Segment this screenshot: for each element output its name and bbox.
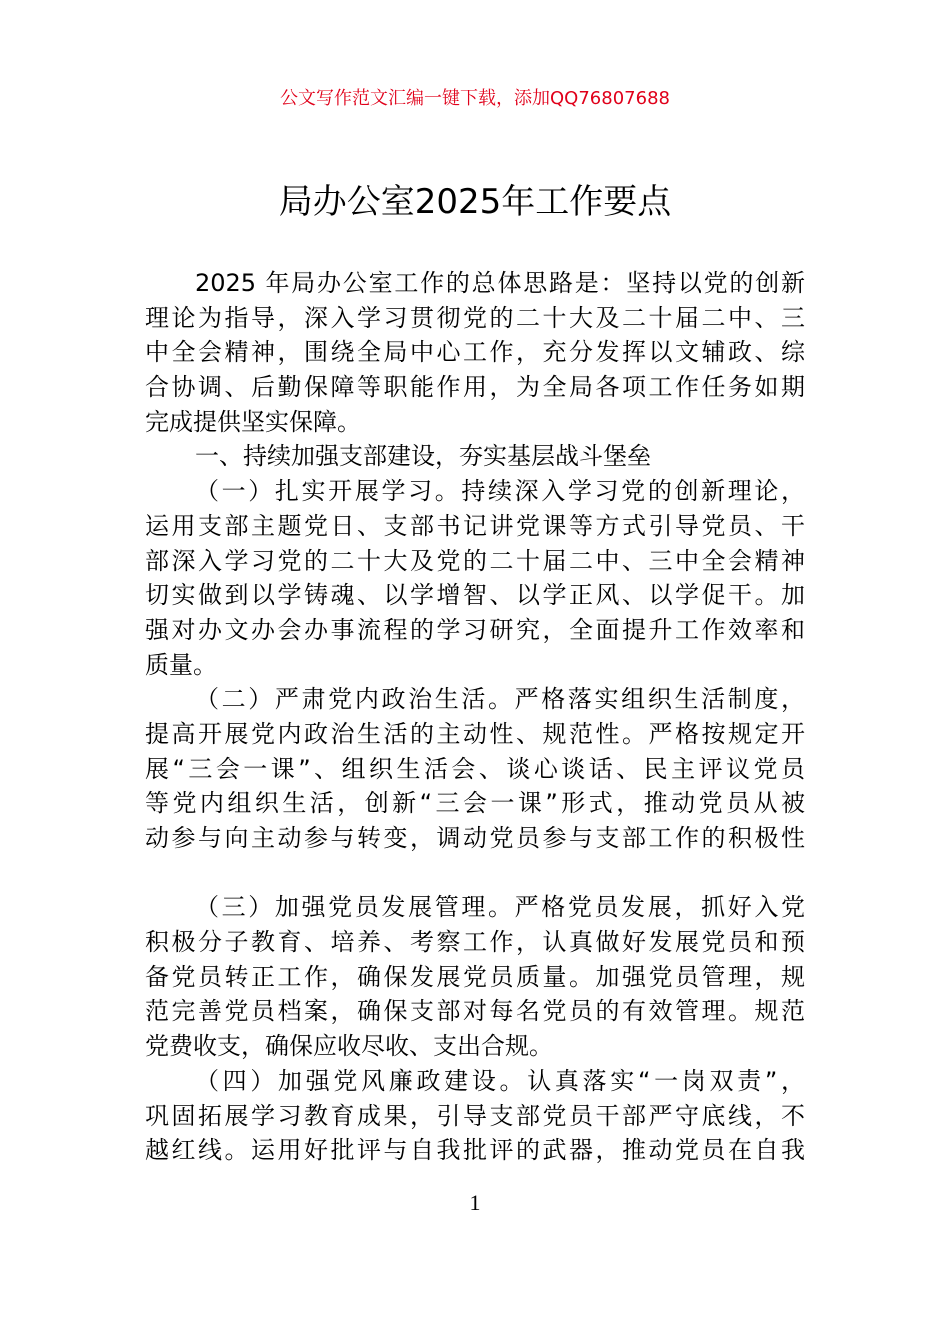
text-line: 越红线。运用好批评与自我批评的武器，推动党员在自我 [145, 1136, 805, 1165]
text-line: 部深入学习党的二十大及党的二十届二中、三中全会精神 [145, 546, 805, 575]
text-line: 巩固拓展学习教育成果，引导支部党员干部严守底线，不 [145, 1101, 805, 1130]
text-line: 合协调、后勤保障等职能作用，为全局各项工作任务如期 [145, 373, 805, 402]
download-banner: 公文写作范文汇编一键下载，添加QQ76807688 [280, 88, 670, 109]
text-line: 动参与向主动参与转变，调动党员参与支部工作的积极性 [145, 824, 805, 852]
text-line: 中全会精神，围绕全局中心工作，充分发挥以文辅政、综 [145, 338, 805, 367]
text-line: 党费收支，确保应收尽收、支出合规。 [145, 1032, 553, 1061]
text-line: 理论为指导，深入学习贯彻党的二十大及二十届二中、三 [145, 303, 805, 332]
text-line: 运用支部主题党日、支部书记讲党课等方式引导党员、干 [145, 511, 805, 540]
text-line: （三）加强党员发展管理。严格党员发展，抓好入党 [195, 893, 805, 922]
text-line: 质量。 [145, 650, 217, 679]
text-line: 范完善党员档案，确保支部对每名党员的有效管理。规范 [145, 997, 805, 1026]
text-line: 展“三会一课”、组织生活会、谈心谈话、民主评议党员 [145, 754, 805, 783]
document-body [145, 266, 805, 1168]
text-line: 备党员转正工作，确保发展党员质量。加强党员管理，规 [145, 962, 805, 991]
text-line: 2025 年局办公室工作的总体思路是：坚持以党的创新 [195, 269, 805, 297]
text-line: 积极分子教育、培养、考察工作，认真做好发展党员和预 [145, 928, 805, 957]
text-line: （四）加强党风廉政建设。认真落实“一岗双责”， [195, 1066, 805, 1095]
text-line [145, 856, 805, 891]
text-line: 完成提供坚实保障。 [145, 407, 361, 436]
text-line: 一、持续加强支部建设，夯实基层战斗堡垒 [195, 442, 651, 471]
text-line: （二）严肃党内政治生活。严格落实组织生活制度， [195, 685, 805, 714]
text-line: 提高开展党内政治生活的主动性、规范性。严格按规定开 [145, 719, 805, 748]
text-line: 强对办文办会办事流程的学习研究，全面提升工作效率和 [145, 615, 805, 644]
text-line: 等党内组织生活，创新“三会一课”形式，推动党员从被 [145, 789, 805, 818]
document-title: 局办公室2025年工作要点 [278, 182, 672, 222]
text-line: 切实做到以学铸魂、以学增智、以学正风、以学促干。加 [145, 581, 805, 610]
page-number: 1 [469, 1190, 481, 1215]
text-line: （一）扎实开展学习。持续深入学习党的创新理论， [195, 477, 805, 506]
